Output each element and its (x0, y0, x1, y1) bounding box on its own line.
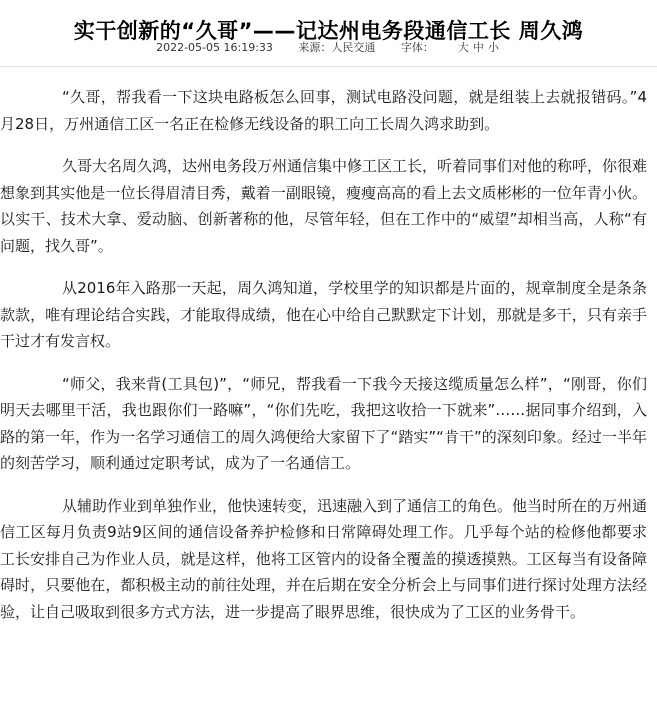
article-title: 实干创新的“久哥”——记达州电务段通信工长 周久鸿 (73, 19, 584, 44)
paragraph-1: “久哥，帮我看一下这块电路板怎么回事，测试电路没问题，就是组装上去就报错码。”4月28日，万州通信工区一名正在检修无线设备的职工向工长周久鸿求助到。 (0, 88, 647, 133)
publish-date: 2022-05-05 16:19:33 (156, 41, 273, 54)
paragraph-3: 从2016年入路那一天起，周久鸿知道，学校里学的知识都是片面的，规章制度全是条条款款，唯有理论结合实践，才能取得成绩，他在心中给自己默默定下计划，那就是多干，只有亲手干过才有发言权。 (0, 279, 647, 350)
paragraph-5: 从辅助作业到单独作业，他快速转变，迅速融入到了通信工的角色。他当时所在的万州通信工区每月负责9站9区间的通信设备养护检修和日常障碍处理工作。几乎每个站的检修他都要求工长安排自己为作业人员，就是这样，他将工区管内的设备全覆盖的摸透摸熟。工区每当有设备障碍时，只要他在，都积极主动的前往处理，并在后期在安全分析会上与同事们进行探讨处理方法经验，让自己吸取到很多方式方法，进一步提高了眼界思维，很快成为了工区的业务骨干。 (0, 496, 648, 621)
paragraph-4: “师父，我来背(工具包)”，“师兄，帮我看一下我今天接这缆质量怎么样”，“刚哥，你们明天去哪里干活，我也跟你们一路嘛”，“你们先吃，我把这收拾一下就来”……据同事介绍到，入路的第一年，作为一名学习通信工的周久鸿便给大家留下了“踏实”“肯干”的深刻印象。经过一半年的刻苦学习，顺利通过定职考试，成为了一名通信工。 (0, 374, 647, 472)
font-size-medium-link[interactable]: 中 (472, 41, 484, 54)
font-size-large-link[interactable]: 大 (457, 41, 469, 54)
font-size-control (401, 41, 501, 54)
article-meta (0, 40, 657, 56)
source-label: 来源：人民交通 (298, 41, 376, 54)
font-size-small-link[interactable]: 小 (487, 41, 499, 54)
header-divider (0, 66, 657, 67)
paragraph-2: 久哥大名周久鸿，达州电务段万州通信集中修工区工长，听着同事们对他的称呼，你很难想象到其实他是一位长得眉清目秀，戴着一副眼镜，瘦瘦高高的看上去文质彬彬的一位年青小伙。以实干、技术大拿、爱动脑、创新著称的他，尽管年轻，但在工作中的“威望”却相当高，人称“有问题，找久哥”。 (0, 157, 648, 255)
article-body (0, 84, 657, 641)
font-size-label: 字体： (400, 41, 434, 54)
